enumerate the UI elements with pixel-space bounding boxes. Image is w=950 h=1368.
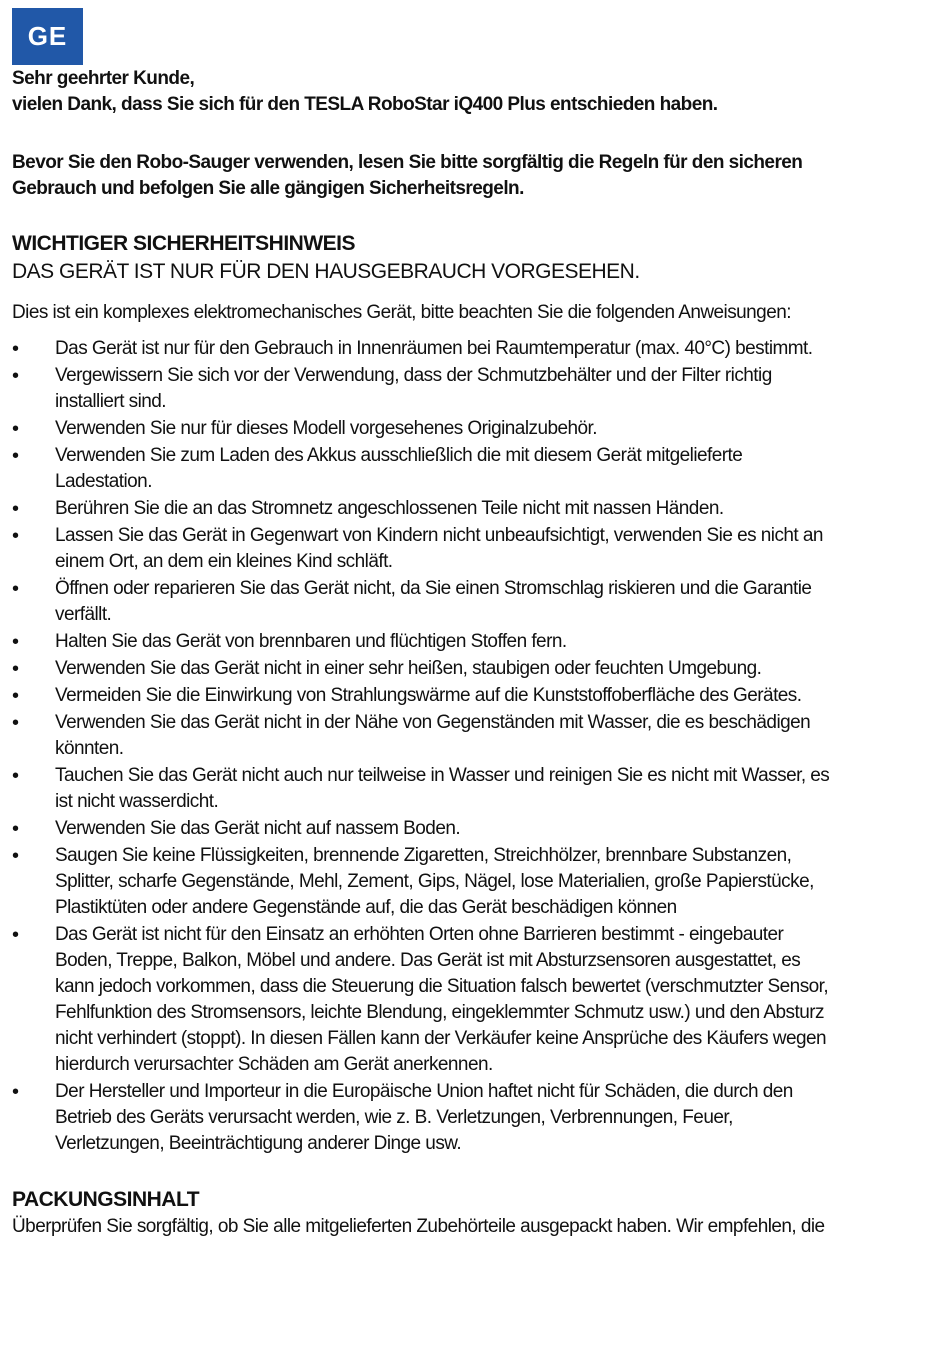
safety-rule-item [12, 576, 892, 628]
bullet-dot: • [12, 445, 19, 467]
bullet-dot: • [12, 365, 19, 387]
intro-bold-line-2: Gebrauch und befolgen Sie alle gängigen Sicherheitsregeln. [12, 178, 524, 199]
safety-rule-text: Der Hersteller und Importeur in die Europäische Union haftet nicht für Schäden, die durch den [55, 1081, 793, 1102]
safety-rule-text: installiert sind. [55, 391, 167, 412]
safety-rule-text: Saugen Sie keine Flüssigkeiten, brennende Zigaretten, Streichhölzer, brennbare Substanzen, [55, 845, 792, 866]
safety-rule-text: nicht verhindert (stoppt). In diesen Fällen kann der Verkäufer keine Ansprüche des Käufers wegen [55, 1028, 827, 1049]
safety-rule-text: Splitter, scharfe Gegenstände, Mehl, Zement, Gips, Nägel, lose Materialien, große Papierstücke, [55, 871, 814, 892]
intro-bold-line-1: Bevor Sie den Robo-Sauger verwenden, lesen Sie bitte sorgfältig die Regeln für den sicheren [12, 152, 803, 173]
safety-rule-text: Das Gerät ist nicht für den Einsatz an erhöhten Orten ohne Barrieren bestimmt - eingebauter [55, 924, 784, 945]
bullet-dot: • [12, 338, 19, 360]
bullet-dot: • [12, 418, 19, 440]
bullet-dot: • [12, 765, 19, 787]
bullet-dot: • [12, 658, 19, 680]
greeting-line-2: vielen Dank, dass Sie sich für den TESLA RoboStar iQ400 Plus entschieden haben. [12, 94, 718, 115]
bullet-dot: • [12, 685, 19, 707]
bullet-dot: • [12, 525, 19, 547]
safety-rule-text: Verwenden Sie zum Laden des Akkus ausschließlich die mit diesem Gerät mitgelieferte [55, 445, 743, 466]
safety-rule-item [12, 523, 892, 575]
package-heading: PACKUNGSINHALT [12, 1188, 200, 1211]
spacer [12, 118, 892, 150]
safety-rule-text: Berühren Sie die an das Stromnetz angeschlossenen Teile nicht mit nassen Händen. [55, 498, 724, 519]
bullet-dot: • [12, 498, 19, 520]
manual-page-content [12, 66, 892, 1240]
safety-subheading: DAS GERÄT IST NUR FÜR DEN HAUSGEBRAUCH VORGESEHEN. [12, 260, 640, 283]
package-text: Überprüfen Sie sorgfältig, ob Sie alle mitgelieferten Zubehörteile ausgepackt haben. Wir empfehlen, die [12, 1216, 825, 1237]
safety-rule-text: könnten. [55, 738, 124, 759]
safety-rule-text: Boden, Treppe, Balkon, Möbel und andere. Das Gerät ist mit Absturzsensoren ausgestattet, es [55, 950, 801, 971]
bullet-dot: • [12, 578, 19, 600]
safety-rule-item [12, 336, 892, 362]
safety-rule-text: hierdurch verursachter Schäden am Gerät anerkennen. [55, 1054, 493, 1075]
safety-rule-text: ist nicht wasserdicht. [55, 791, 219, 812]
safety-rule-item [12, 629, 892, 655]
safety-rule-item [12, 922, 892, 1078]
safety-rule-text: kann jedoch vorkommen, dass die Steuerung die Situation falsch bewertet (verschmutzter Sensor, [55, 976, 829, 997]
bullet-dot: • [12, 818, 19, 840]
safety-rule-item [12, 656, 892, 682]
language-badge: GE [12, 8, 83, 65]
safety-rule-item [12, 363, 892, 415]
safety-rule-text: Das Gerät ist nur für den Gebrauch in Innenräumen bei Raumtemperatur (max. 40°C) bestimmt. [55, 338, 813, 359]
safety-rule-item [12, 710, 892, 762]
greeting-line-1: Sehr geehrter Kunde, [12, 68, 195, 89]
safety-rules-list [12, 336, 892, 1157]
bullet-dot: • [12, 712, 19, 734]
bullet-dot: • [12, 845, 19, 867]
spacer [12, 202, 892, 230]
safety-rule-text: Halten Sie das Gerät von brennbaren und flüchtigen Stoffen fern. [55, 631, 567, 652]
safety-rule-item [12, 416, 892, 442]
safety-rule-text: Vergewissern Sie sich vor der Verwendung, dass der Schmutzbehälter und der Filter richtig [55, 365, 772, 386]
safety-rule-text: Vermeiden Sie die Einwirkung von Strahlungswärme auf die Kunststoffoberfläche des Gerätes. [55, 685, 802, 706]
safety-rule-item [12, 763, 892, 815]
safety-rule-text: Verwenden Sie das Gerät nicht in der Nähe von Gegenständen mit Wasser, die es beschädigen [55, 712, 811, 733]
safety-rule-text: verfällt. [55, 604, 112, 625]
safety-rule-text: Verwenden Sie das Gerät nicht in einer sehr heißen, staubigen oder feuchten Umgebung. [55, 658, 762, 679]
safety-rule-text: Betrieb des Geräts verursacht werden, wie z. B. Verletzungen, Verbrennungen, Feuer, [55, 1107, 733, 1128]
spacer [12, 1158, 892, 1186]
safety-rule-text: Verwenden Sie das Gerät nicht auf nassem Boden. [55, 818, 461, 839]
safety-rule-item [12, 443, 892, 495]
bullet-dot: • [12, 631, 19, 653]
safety-rule-text: Öffnen oder reparieren Sie das Gerät nicht, da Sie einen Stromschlag riskieren und die Garantie [55, 578, 812, 599]
safety-heading: WICHTIGER SICHERHEITSHINWEIS [12, 232, 356, 255]
bullet-dot: • [12, 1081, 19, 1103]
safety-rule-item [12, 816, 892, 842]
safety-rule-text: Tauchen Sie das Gerät nicht auch nur teilweise in Wasser und reinigen Sie es nicht mit Wasser, es [55, 765, 830, 786]
safety-rule-text: Fehlfunktion des Stromsensors, leichte Blendung, eingeklemmter Schmutz usw.) und den Absturz [55, 1002, 824, 1023]
safety-rule-item [12, 496, 892, 522]
safety-rule-text: Verwenden Sie nur für dieses Modell vorgesehenes Originalzubehör. [55, 418, 597, 439]
safety-rule-text: Ladestation. [55, 471, 152, 492]
safety-rule-text: Lassen Sie das Gerät in Gegenwart von Kindern nicht unbeaufsichtigt, verwenden Sie es nicht an [55, 525, 823, 546]
safety-rule-item [12, 1079, 892, 1157]
safety-rule-item [12, 683, 892, 709]
safety-rule-text: Verletzungen, Beeinträchtigung anderer Dinge usw. [55, 1133, 462, 1154]
safety-rule-text: Plastiktüten oder andere Gegenstände auf, die das Gerät beschädigen können [55, 897, 677, 918]
safety-intro: Dies ist ein komplexes elektromechanisches Gerät, bitte beachten Sie die folgenden Anweisungen: [12, 302, 791, 323]
bullet-dot: • [12, 924, 19, 946]
safety-rule-text: einem Ort, an dem ein kleines Kind schläft. [55, 551, 393, 572]
safety-rule-item [12, 843, 892, 921]
